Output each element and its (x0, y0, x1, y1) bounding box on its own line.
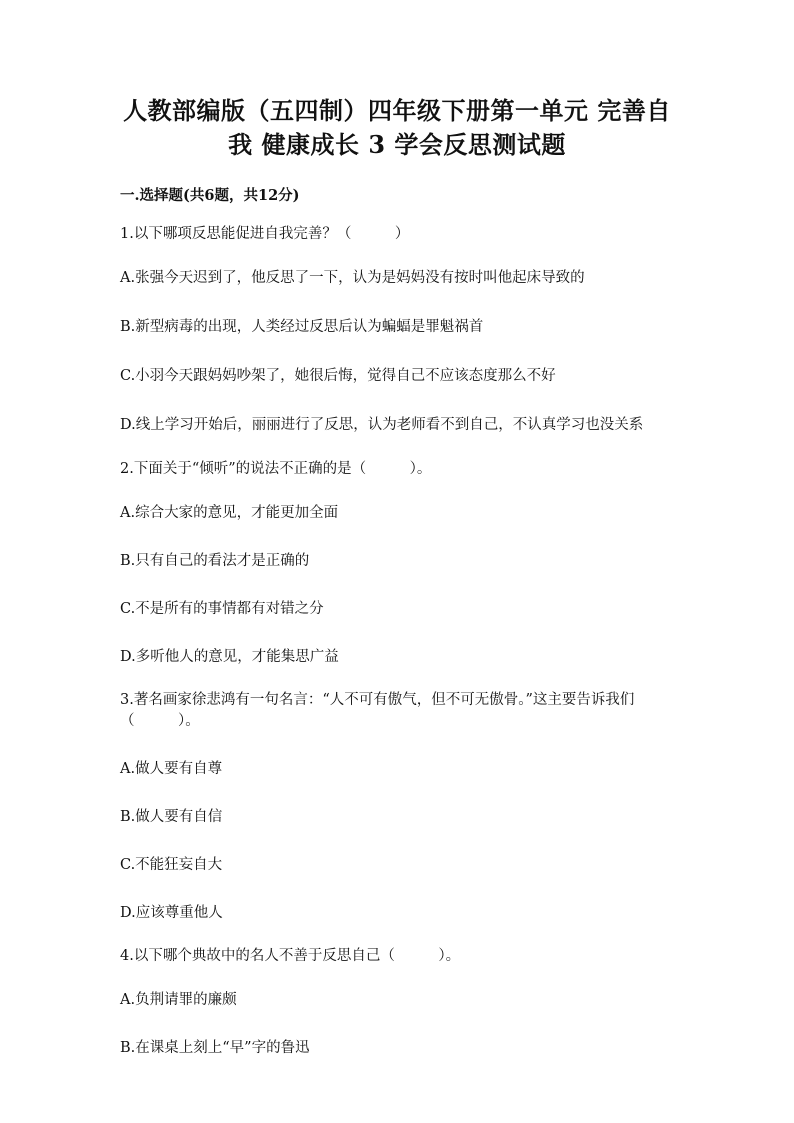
option-c: C.不能狂妄自大 (120, 857, 223, 873)
option-a: A.张强今天迟到了，他反思了一下，认为是妈妈没有按时叫他起床导致的 (120, 270, 585, 286)
question-stem: 3.著名画家徐悲鸿有一句名言：“人不可有傲气，但不可无傲骨。”这主要告诉我们（ ）。 (120, 692, 635, 729)
option-d: D.线上学习开始后，丽丽进行了反思，认为老师看不到自己，不认真学习也没关系 (120, 417, 644, 433)
option-b: B.做人要有自信 (120, 809, 223, 825)
section-heading: 一.选择题(共6题，共12分) (120, 187, 300, 204)
option-a: A.综合大家的意见，才能更加全面 (120, 505, 339, 521)
option-d: D.应该尊重他人 (120, 905, 223, 921)
question-1 (120, 224, 674, 441)
question-4 (120, 946, 674, 1064)
question-stem: 1.以下哪项反思能促进自我完善？（ ） (120, 226, 410, 242)
option-a: A.负荆请罪的廉颇 (120, 992, 237, 1008)
title-line-1: 人教部编版（五四制）四年级下册第一单元 完善自 (123, 96, 671, 125)
question-stem: 2.下面关于“倾听”的说法不正确的是（ ）。 (120, 461, 432, 477)
option-c: C.小羽今天跟妈妈吵架了，她很后悔，觉得自己不应该态度那么不好 (120, 368, 556, 384)
option-c: C.不是所有的事情都有对错之分 (120, 601, 324, 617)
document-title (120, 94, 674, 162)
option-a: A.做人要有自尊 (120, 761, 223, 777)
title-line-2: 我 健康成长 3 学会反思测试题 (228, 130, 566, 159)
option-b: B.只有自己的看法才是正确的 (120, 553, 310, 569)
question-3 (120, 690, 674, 929)
option-b: B.新型病毒的出现，人类经过反思后认为蝙蝠是罪魁祸首 (120, 319, 484, 335)
question-stem: 4.以下哪个典故中的名人不善于反思自己（ ）。 (120, 948, 461, 964)
question-2 (120, 459, 674, 673)
option-d: D.多听他人的意见，才能集思广益 (120, 649, 339, 665)
option-b: B.在课桌上刻上“早”字的鲁迅 (120, 1040, 310, 1056)
